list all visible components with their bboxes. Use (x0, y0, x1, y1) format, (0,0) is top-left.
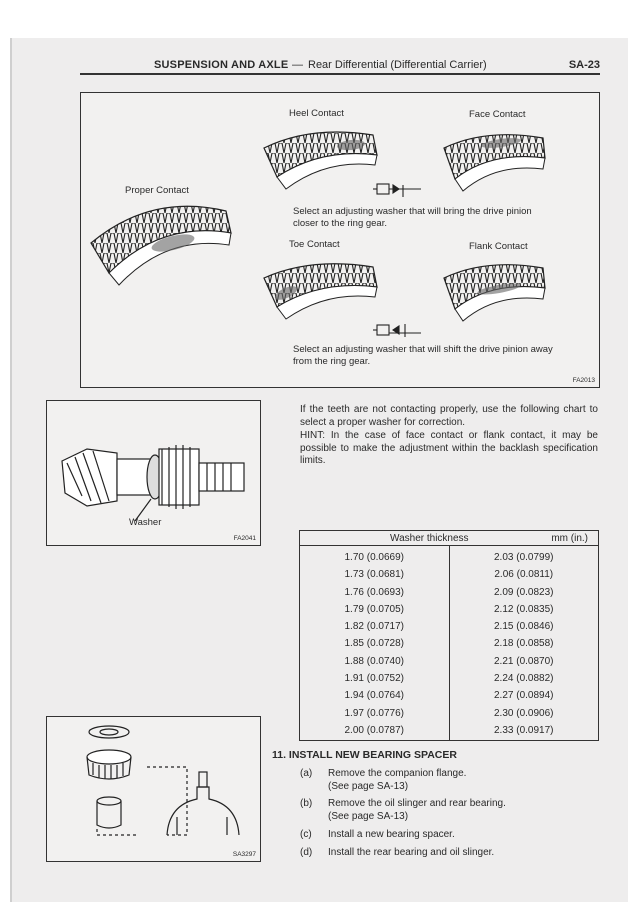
face-contact-label: Face Contact (469, 109, 526, 120)
table-body-row (300, 546, 599, 741)
gear-illustrations (81, 93, 599, 387)
item-text: Install the rear bearing and oil slinger. (328, 847, 495, 858)
contact-pattern-figure (80, 92, 600, 388)
figure-code: FA2013 (572, 377, 595, 384)
item-label: (a) (300, 768, 313, 779)
header-rule (80, 73, 600, 75)
table-cell: 1.88 (0.0740) (344, 655, 404, 667)
table-column-left (300, 546, 450, 741)
table-cell: 1.82 (0.0717) (344, 621, 404, 633)
item-text: Install a new bearing spacer. (328, 829, 455, 840)
face-gear (444, 135, 545, 191)
pinion-arrow-closer (373, 184, 421, 197)
instruction-text (300, 404, 598, 468)
step-item-b (300, 798, 600, 824)
table-cell: 2.24 (0.0882) (494, 673, 554, 685)
item-text: Remove the companion flange. (328, 768, 467, 779)
table-cell: 1.94 (0.0764) (344, 690, 404, 702)
instruction-paragraph: If the teeth are not contacting properly, use the following chart to select a proper washer for correction. (300, 404, 598, 428)
section-subtitle: Rear Differential (Differential Carrier) (308, 59, 487, 71)
step-item-d (300, 847, 600, 861)
section-title: SUSPENSION AND AXLE (154, 59, 289, 71)
table-cell: 2.12 (0.0835) (494, 603, 554, 615)
table-cell: 1.70 (0.0669) (344, 552, 404, 563)
washer-figure (46, 400, 261, 546)
table-cell: 2.00 (0.0787) (344, 724, 404, 736)
table-cell: 2.09 (0.0823) (494, 586, 554, 598)
heel-gear (264, 132, 377, 189)
page-edge (10, 38, 12, 902)
step-item-c (300, 829, 600, 843)
table-column-right (449, 546, 599, 741)
table-cell: 2.03 (0.0799) (494, 552, 554, 563)
table-cell: 1.73 (0.0681) (344, 569, 404, 581)
table-cell: 2.21 (0.0870) (494, 655, 554, 667)
flank-gear (444, 265, 545, 321)
washer-thickness-table (299, 530, 599, 741)
table-header-row (300, 531, 599, 546)
table-cell: 2.33 (0.0917) (494, 724, 554, 736)
caption-away: Select an adjusting washer that will shift the drive pinion away from the ring gear. (293, 344, 553, 367)
table-cell: 2.06 (0.0811) (494, 569, 554, 581)
item-text: Remove the oil slinger and rear bearing. (328, 798, 506, 809)
bearing-spacer-figure (46, 716, 261, 862)
figure-code: SA3297 (232, 851, 256, 858)
table-header (300, 531, 599, 546)
table-title: Washer thickness (390, 533, 469, 544)
item-label: (b) (300, 798, 313, 809)
table-cell: 1.91 (0.0752) (344, 673, 404, 685)
caption-closer: Select an adjusting washer that will bring the drive pinion closer to the ring gear. (293, 206, 532, 229)
toe-contact-label: Toe Contact (289, 239, 340, 250)
item-reference: (See page SA-13) (328, 781, 409, 792)
table-cell: 1.85 (0.0728) (344, 638, 404, 650)
step-item-a (300, 768, 600, 794)
table-cell: 2.30 (0.0906) (494, 707, 554, 719)
toe-gear (264, 264, 377, 319)
flank-contact-label: Flank Contact (469, 241, 528, 252)
table-cell: 2.27 (0.0894) (494, 690, 554, 702)
proper-gear (91, 206, 231, 285)
header-dash: — (292, 59, 303, 71)
table-cell: 2.18 (0.0858) (494, 638, 554, 650)
table-cell: 2.15 (0.0846) (494, 621, 554, 633)
table-cell: 1.76 (0.0693) (344, 586, 404, 598)
page-number: SA-23 (568, 59, 600, 71)
figure-code: FA2041 (233, 535, 256, 542)
proper-contact-label: Proper Contact (125, 185, 189, 196)
item-reference: (See page SA-13) (328, 811, 409, 822)
heel-contact-label: Heel Contact (289, 108, 344, 119)
hint-paragraph: HINT: In the case of face contact or flank contact, it may be possible to make the adjustment within the backlash specification limits. (300, 430, 598, 466)
item-label: (c) (300, 829, 312, 840)
parts-illustration (47, 717, 260, 861)
item-label: (d) (300, 847, 313, 858)
table-cell: 1.97 (0.0776) (344, 707, 404, 719)
step-heading: 11. INSTALL NEW BEARING SPACER (272, 749, 457, 761)
table-cell: 1.79 (0.0705) (344, 603, 404, 615)
washer-label: Washer (129, 517, 162, 528)
table-unit: mm (in.) (551, 533, 588, 544)
pinion-arrow-away (373, 324, 421, 337)
